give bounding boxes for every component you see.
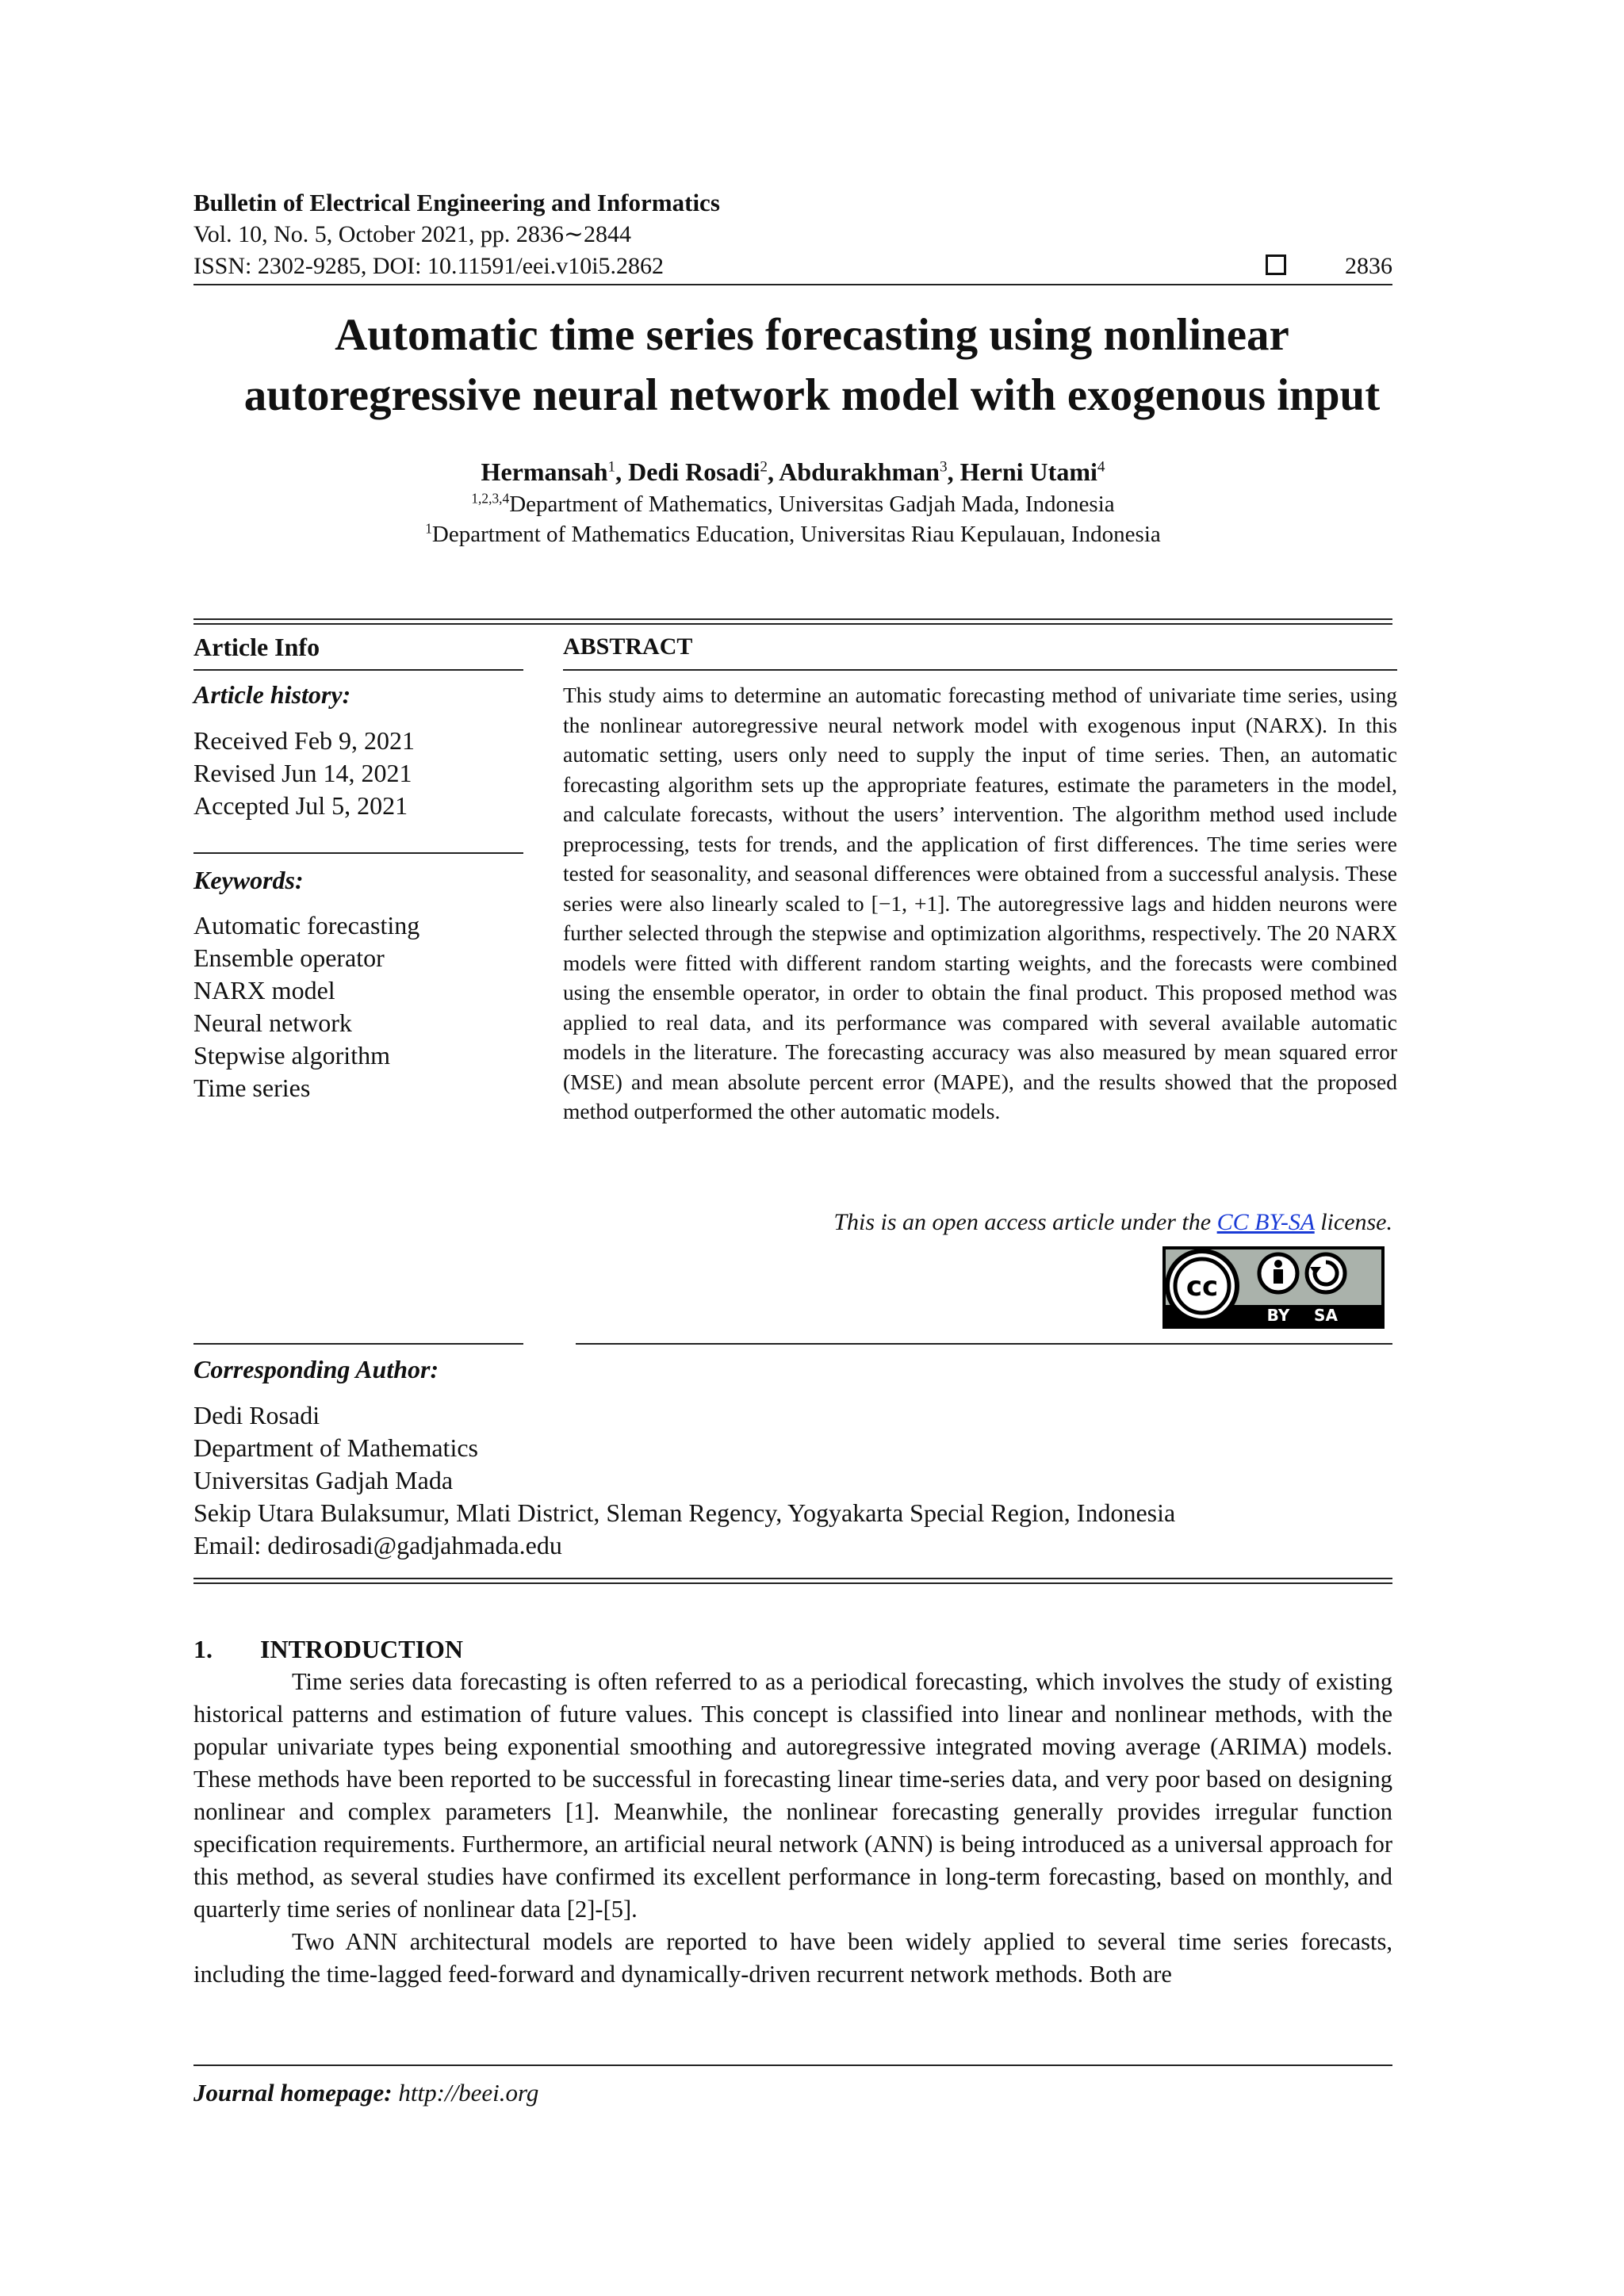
logo-by-text: BY <box>1266 1306 1290 1325</box>
footer-rule <box>193 2064 1392 2066</box>
corresponding-rule-right <box>576 1343 1392 1345</box>
journal-homepage <box>193 2077 538 2109</box>
abstract-rule <box>563 669 1397 671</box>
abstract-heading: ABSTRACT <box>563 633 693 660</box>
affiliation <box>193 520 1392 549</box>
double-rule-bottom-a <box>193 1578 1392 1579</box>
corresponding-line: Sekip Utara Bulaksumur, Mlati District, Sleman Regency, Yogyakarta Special Region, Indonesia <box>193 1498 1176 1527</box>
author-list: Hermansah$^1$, Dedi Rosadi$^2$, Abdurakhman$^3$, Herni Utami$^4$ <box>481 457 1105 486</box>
header-rule <box>193 284 1392 285</box>
keyword-item: Ensemble operator <box>193 943 385 972</box>
affiliation-sup: 1,2,3,4 <box>471 490 510 507</box>
keyword-item: Stepwise algorithm <box>193 1041 390 1070</box>
logo-sa-text: SA <box>1314 1306 1338 1325</box>
square-icon <box>1266 254 1286 275</box>
homepage-label: Journal homepage: <box>193 2079 393 2107</box>
introduction-heading <box>193 1633 463 1665</box>
keyword-item: Automatic forecasting <box>193 911 420 939</box>
svg-text:cc: cc <box>1185 1271 1219 1303</box>
author-name: Abdurakhman <box>779 457 940 486</box>
author-name: Dedi Rosadi <box>628 457 760 486</box>
history-item: Revised Jun 14, 2021 <box>193 759 412 787</box>
author-name: Herni Utami <box>959 457 1097 486</box>
journal-issn: ISSN: 2302-9285, DOI: 10.11591/eei.v10i5.2862 <box>193 253 665 279</box>
corresponding-line: Department of Mathematics <box>193 1433 478 1462</box>
license-suffix: license. <box>1320 1209 1392 1235</box>
journal-name: Bulletin of Electrical Engineering and Informatics <box>193 189 720 216</box>
article-info-heading: Article Info <box>193 633 320 661</box>
paper-title <box>159 305 1465 426</box>
keyword-item: Neural network <box>193 1008 352 1037</box>
affiliation-text: Department of Mathematics, Universitas Gadjah Mada, Indonesia <box>509 492 1115 517</box>
introduction-paragraph: Two ANN architectural models are reported to have been widely applied to several time series forecasts, including the time-lagged feed-forward and dynamically-driven recurrent network methods. Both are <box>193 1928 1392 1988</box>
affiliation <box>193 490 1392 519</box>
paper-title-line-2: autoregressive neural network model with exogenous input <box>243 370 1381 420</box>
double-rule-top-b <box>193 623 1392 625</box>
section-number: 1. <box>193 1635 213 1663</box>
corresponding-details <box>193 1399 1175 1562</box>
corresponding-rule-left <box>193 1343 523 1345</box>
article-history-heading: Article history: <box>193 680 351 709</box>
journal-volume: Vol. 10, No. 5, October 2021, pp. 2836∼2844 <box>193 221 632 247</box>
affiliation-sup: 1 <box>425 520 432 537</box>
corresponding-heading: Corresponding Author: <box>193 1355 439 1383</box>
keyword-item: NARX model <box>193 976 335 1004</box>
abstract-text: This study aims to determine an automatic forecasting method of univariate time series, using the nonlinear autoregressive neural network model with exogenous input (NARX). In this automatic setting, users only need to supply the input of time series. Then, an automatic forecasting algorithm sets up the appropriate features, estimate the parameters in the model, and calculate forecasts, without the users’ intervention. The algorithm method used include preprocessing, tests for trends, and the application of first differences. The time series were tested for seasonality, and seasonal differences were obtained from a successful analysis. These series were also linearly scaled to [−1, +1]. The autoregressive lags and hidden neurons were further selected through the stepwise and optimization algorithms, respectively. The 20 NARX models were fitted with different random starting weights, and the forecasts were combined using the ensemble operator, in order to obtain the final product. This proposed method was applied to real data, and its performance was compared with several available automatic models in the literature. The forecasting accuracy was also measured by mean squared error (MSE) and mean absolute percent error (MAPE), and the results showed that the proposed method outperformed the other automatic models. <box>563 683 1397 1123</box>
homepage-url[interactable]: http://beei.org <box>398 2079 539 2107</box>
introduction-body <box>193 1666 1392 1991</box>
author-sup: 2 <box>760 458 768 476</box>
corresponding-email: Email: dedirosadi@gadjahmada.edu <box>193 1531 562 1559</box>
article-info-rule <box>193 669 523 671</box>
author-sup: 4 <box>1097 458 1105 476</box>
history-item: Received Feb 9, 2021 <box>193 726 416 755</box>
page-number: 2836 <box>1345 253 1392 279</box>
journal-issn-row <box>193 251 1392 282</box>
section-title: INTRODUCTION <box>260 1635 464 1663</box>
double-rule-top-a <box>193 618 1392 620</box>
corresponding-line: Universitas Gadjah Mada <box>193 1466 454 1494</box>
article-history-list <box>193 725 415 822</box>
cc-by-sa-logo <box>1162 1246 1385 1329</box>
cc-badge-icon <box>1162 1246 1385 1329</box>
keywords-rule <box>193 852 523 854</box>
paper-title-line-1: Automatic time series forecasting using nonlinear <box>335 310 1289 360</box>
license-note <box>833 1207 1392 1238</box>
author-name: Hermansah <box>481 457 608 486</box>
corresponding-line: Dedi Rosadi <box>193 1401 320 1429</box>
license-link[interactable]: CC BY-SA <box>1216 1209 1315 1235</box>
keywords-list <box>193 909 419 1104</box>
page-number-group <box>1266 251 1392 282</box>
double-rule-bottom-b <box>193 1582 1392 1584</box>
author-sup: 1 <box>607 458 616 476</box>
keyword-item: Time series <box>193 1073 311 1102</box>
affiliation-text: Department of Mathematics Education, Universitas Riau Kepulauan, Indonesia <box>431 522 1161 547</box>
author-sup: 3 <box>939 458 948 476</box>
introduction-paragraph: Time series data forecasting is often referred to as a periodical forecasting, which involves the study of existing historical patterns and estimation of future values. This concept is classified into linear and nonlinear methods, with the popular univariate types being exponential smoothing and autoregressive integrated moving average (ARIMA) models. These methods have been reported to be successful in forecasting linear time-series data, and very poor based on designing nonlinear and complex parameters [1]. Meanwhile, the nonlinear forecasting generally provides irregular function specification requirements. Furthermore, an artificial neural network (ANN) is being introduced as a universal approach for this method, as several studies have confirmed its excellent performance in long-term forecasting, based on monthly, and quarterly time series of nonlinear data [2]-[5]. <box>193 1668 1392 1923</box>
history-item: Accepted Jul 5, 2021 <box>193 791 408 820</box>
keywords-heading: Keywords: <box>193 866 304 894</box>
license-prefix: This is an open access article under the <box>833 1209 1212 1235</box>
